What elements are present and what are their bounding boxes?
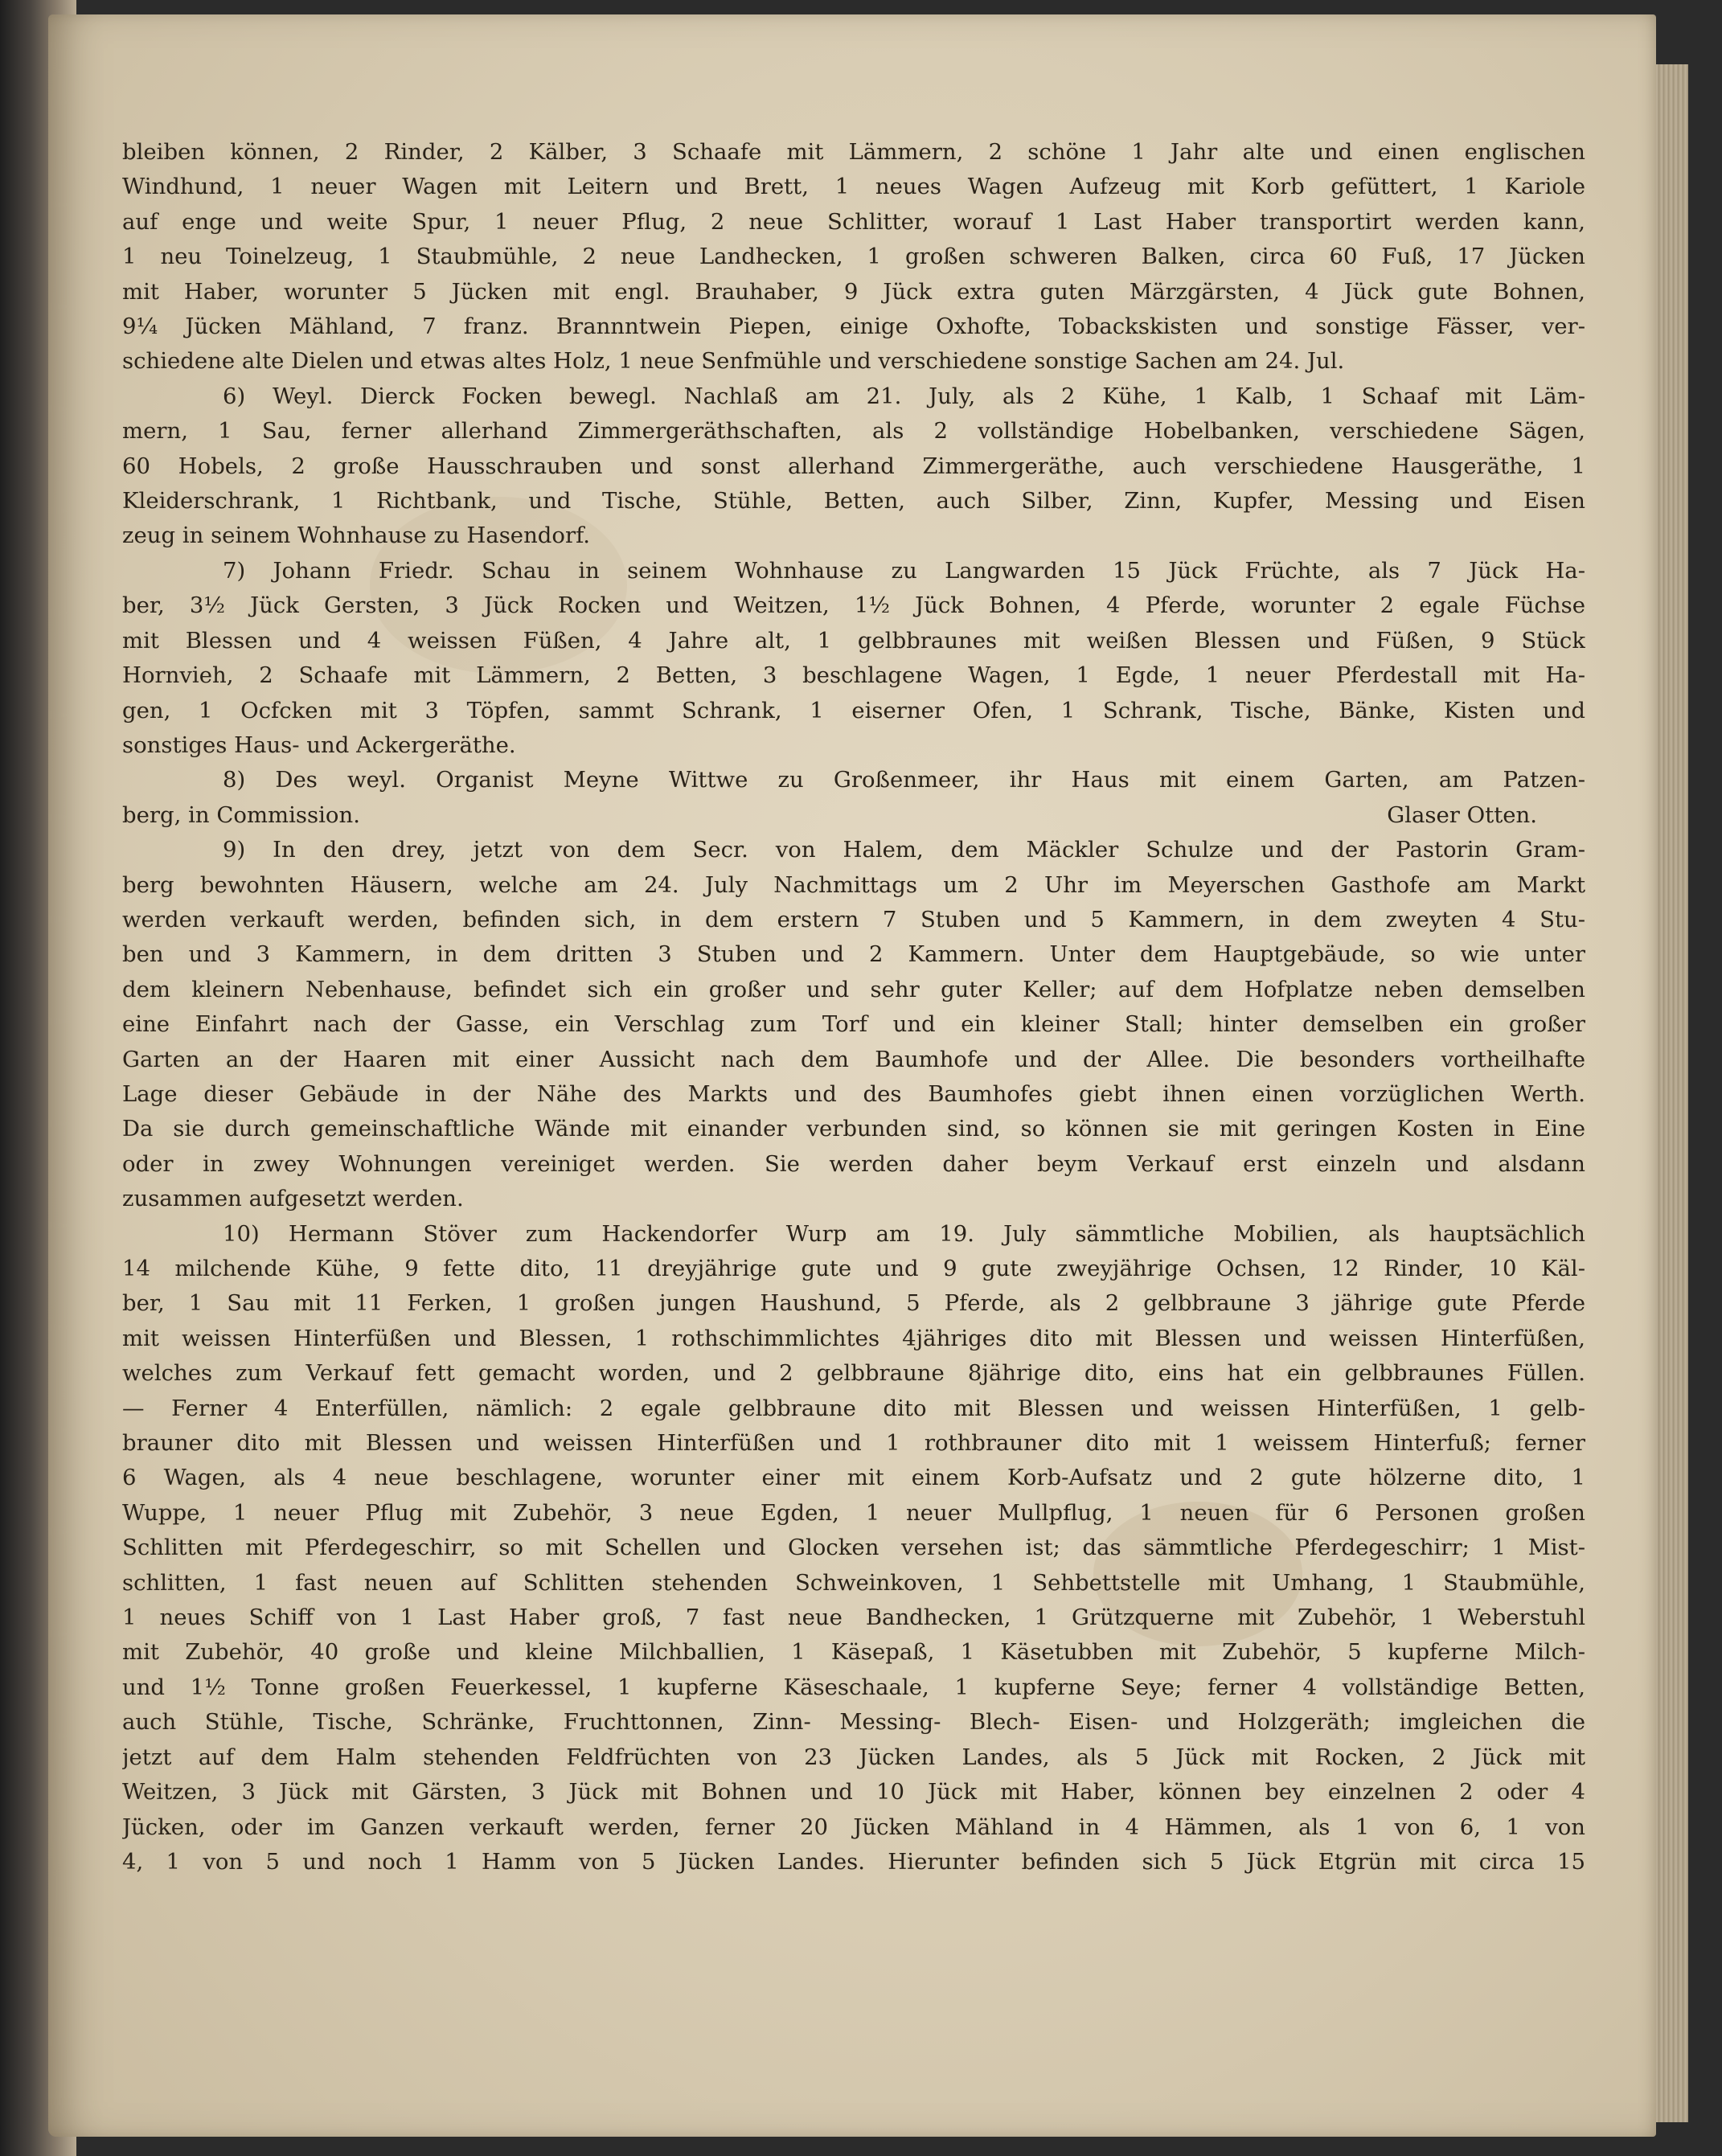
text-line: werden verkauft werden, befinden sich, in dem erstern 7 Stuben und 5 Kammern, in dem zweyten 4 Stu-	[122, 906, 1585, 932]
text-line: welches zum Verkauf fett gemacht worden, und 2 gelbbraune 8jährige dito, eins hat ein gelbbraunes Füllen.	[122, 1360, 1585, 1387]
text-line: berg bewohnten Häusern, welche am 24. July Nachmittags um 2 Uhr im Meyerschen Gasthofe am Markt	[122, 871, 1585, 898]
paragraph-item-8	[122, 763, 1585, 833]
text-line: 60 Hobels, 2 große Hausschrauben und sonst allerhand Zimmergeräthe, auch verschiedene Hausgeräthe, 1	[122, 453, 1585, 479]
text-line: 6 Wagen, als 4 neue beschlagene, worunter einer mit einem Korb-Aufsatz und 2 gute hölzerne dito, 1	[122, 1465, 1585, 1491]
text-line: 7) Johann Friedr. Schau in seinem Wohnhause zu Langwarden 15 Jück Früchte, als 7 Jück Ha-	[223, 557, 1585, 584]
signature: Glaser Otten.	[1387, 801, 1537, 828]
text-line: schlitten, 1 fast neuen auf Schlitten stehenden Schweinkoven, 1 Sehbettstelle mit Umhang, 1 Staubmühle,	[122, 1569, 1585, 1596]
text-line: 1 neues Schiff von 1 Last Haber groß, 7 fast neue Bandhecken, 1 Grützquerne mit Zubehör, 1 Weberstuhl	[122, 1605, 1585, 1631]
text-line: mit weissen Hinterfüßen und Blessen, 1 rothschimmlichtes 4jähriges dito mit Blessen und weissen Hinterfüßen,	[122, 1325, 1585, 1351]
text-line: dem kleinern Nebenhause, befindet sich ein großer und sehr guter Keller; auf dem Hofplatze neben demselben	[122, 976, 1585, 1002]
text-line: Garten an der Haaren mit einer Aussicht nach dem Baumhofe und der Allee. Die besonders vortheilhafte	[122, 1046, 1585, 1072]
text-line: auf enge und weite Spur, 1 neuer Pflug, 2 neue Schlitter, worauf 1 Last Haber transportirt werden kann,	[122, 208, 1585, 235]
text-line: mern, 1 Sau, ferner allerhand Zimmergeräthschaften, als 2 vollständige Hobelbanken, verschiedene Sägen,	[122, 418, 1585, 445]
paragraph-item-10	[122, 1217, 1585, 1880]
document-body	[122, 135, 1585, 1879]
text-line: ber, 3½ Jück Gersten, 3 Jück Rocken und Weitzen, 1½ Jück Bohnen, 4 Pferde, worunter 2 egale Füchse	[122, 592, 1585, 619]
text-line: brauner dito mit Blessen und weissen Hinterfüßen und 1 rothbrauner dito mit 1 weissem Hinterfuß; ferner	[122, 1430, 1585, 1457]
text-line: Schlitten mit Pferdegeschirr, so mit Schellen und Glocken versehen ist; das sämmtliche Pferdegeschirr; 1 Mist-	[122, 1535, 1585, 1561]
text-line: Da sie durch gemeinschaftliche Wände mit einander verbunden sind, so können sie mit geringen Kosten in Eine	[122, 1116, 1585, 1142]
text-line: zusammen aufgesetzt werden.	[122, 1186, 464, 1212]
item8-last-line: berg, in Commission.	[122, 801, 360, 828]
text-line: 9¼ Jücken Mähland, 7 franz. Brannntwein Piepen, einige Oxhofte, Tobackskisten und sonstige Fässer, ver-	[122, 314, 1585, 340]
text-line: 4, 1 von 5 und noch 1 Hamm von 5 Jücken Landes. Hierunter befinden sich 5 Jück Etgrün mit circa 15	[122, 1848, 1585, 1875]
text-line: Hornvieh, 2 Schaafe mit Lämmern, 2 Betten, 3 beschlagene Wagen, 1 Egde, 1 neuer Pferdestall mit Ha-	[122, 662, 1585, 689]
text-line: sonstiges Haus- und Ackergeräthe.	[122, 732, 516, 758]
text-line: mit Zubehör, 40 große und kleine Milchballien, 1 Käsepaß, 1 Käsetubben mit Zubehör, 5 kupferne Milch-	[122, 1639, 1585, 1666]
text-line: oder in zwey Wohnungen vereiniget werden. Sie werden daher beym Verkauf erst einzeln und alsdann	[122, 1150, 1585, 1177]
text-line: 9) In den drey, jetzt von dem Secr. von Halem, dem Mäckler Schulze und der Pastorin Gram-	[223, 837, 1585, 863]
text-line: ber, 1 Sau mit 11 Ferken, 1 großen jungen Haushund, 5 Pferde, als 2 gelbbraune 3 jährige gute Pferde	[122, 1290, 1585, 1317]
text-line: Weitzen, 3 Jück mit Gärsten, 3 Jück mit Bohnen und 10 Jück mit Haber, können bey einzelnen 2 oder 4	[122, 1779, 1585, 1806]
text-line: — Ferner 4 Enterfüllen, nämlich: 2 egale gelbbraune dito mit Blessen und weissen Hinterfüßen, 1 gelb-	[122, 1395, 1585, 1421]
text-line: 6) Weyl. Dierck Focken bewegl. Nachlaß am 21. July, als 2 Kühe, 1 Kalb, 1 Schaaf mit Läm-	[223, 383, 1585, 409]
paragraph-item-9	[122, 833, 1585, 1216]
text-line: mit Blessen und 4 weissen Füßen, 4 Jahre alt, 1 gelbbraunes mit weißen Blessen und Füßen, 9 Stück	[122, 627, 1585, 654]
text-line: auch Stühle, Tische, Schränke, Fruchttonnen, Zinn- Messing- Blech- Eisen- und Holzgeräth; imgleichen die	[122, 1709, 1585, 1736]
text-line: ben und 3 Kammern, in dem dritten 3 Stuben und 2 Kammern. Unter dem Hauptgebäude, so wie unter	[122, 941, 1585, 968]
paragraph-item-7	[122, 554, 1585, 763]
text-line: bleiben können, 2 Rinder, 2 Kälber, 3 Schaafe mit Lämmern, 2 schöne 1 Jahr alte und einen englischen	[122, 139, 1585, 165]
text-line: Kleiderschrank, 1 Richtbank, und Tische, Stühle, Betten, auch Silber, Zinn, Kupfer, Messing und Eisen	[122, 488, 1585, 514]
text-line: 1 neu Toinelzeug, 1 Staubmühle, 2 neue Landhecken, 1 großen schweren Balken, circa 60 Fuß, 17 Jücken	[122, 244, 1585, 270]
text-line: schiedene alte Dielen und etwas altes Holz, 1 neue Senfmühle und verschiedene sonstige Sachen am 24. Jul.	[122, 348, 1345, 375]
text-line: und 1½ Tonne großen Feuerkessel, 1 kupferne Käseschaale, 1 kupferne Seye; ferner 4 vollständige Betten,	[122, 1674, 1585, 1700]
text-line: Wuppe, 1 neuer Pflug mit Zubehör, 3 neue Egden, 1 neuer Mullpflug, 1 neuen für 6 Personen großen	[122, 1499, 1585, 1526]
text-line: Lage dieser Gebäude in der Nähe des Markts und des Baumhofes giebt ihnen einen vorzüglichen Werth.	[122, 1080, 1585, 1107]
paragraph-continuation	[122, 135, 1585, 379]
paragraph-item-6	[122, 379, 1585, 554]
text-line: gen, 1 Ocfcken mit 3 Töpfen, sammt Schrank, 1 eiserner Ofen, 1 Schrank, Tische, Bänke, Kisten und	[122, 697, 1585, 723]
text-line: mit Haber, worunter 5 Jücken mit engl. Brauhaber, 9 Jück extra guten Märzgärsten, 4 Jück gute Bohnen,	[122, 278, 1585, 305]
signature-line	[122, 798, 1585, 833]
text-line: zeug in seinem Wohnhause zu Hasendorf.	[122, 523, 591, 549]
text-line: Windhund, 1 neuer Wagen mit Leitern und Brett, 1 neues Wagen Aufzeug mit Korb gefüttert, 1 Kariole	[122, 174, 1585, 200]
text-line: 14 milchende Kühe, 9 fette dito, 11 dreyjährige gute und 9 gute zweyjährige Ochsen, 12 Rinder, 10 Käl-	[122, 1256, 1585, 1281]
text-line: Jücken, oder im Ganzen verkauft werden, ferner 20 Jücken Mähland in 4 Hämmen, als 1 von 6, 1 von	[122, 1814, 1585, 1840]
text-line: 10) Hermann Stöver zum Hackendorfer Wurp am 19. July sämmtliche Mobilien, als hauptsächlich	[223, 1220, 1585, 1247]
text-line: 8) Des weyl. Organist Meyne Wittwe zu Großenmeer, ihr Haus mit einem Garten, am Patzen-	[223, 767, 1585, 793]
text-line: jetzt auf dem Halm stehenden Feldfrüchten von 23 Jücken Landes, als 5 Jück mit Rocken, 2 Jück mit	[122, 1744, 1585, 1770]
text-line: eine Einfahrt nach der Gasse, ein Verschlag zum Torf und ein kleiner Stall; hinter demselben ein großer	[122, 1011, 1585, 1038]
